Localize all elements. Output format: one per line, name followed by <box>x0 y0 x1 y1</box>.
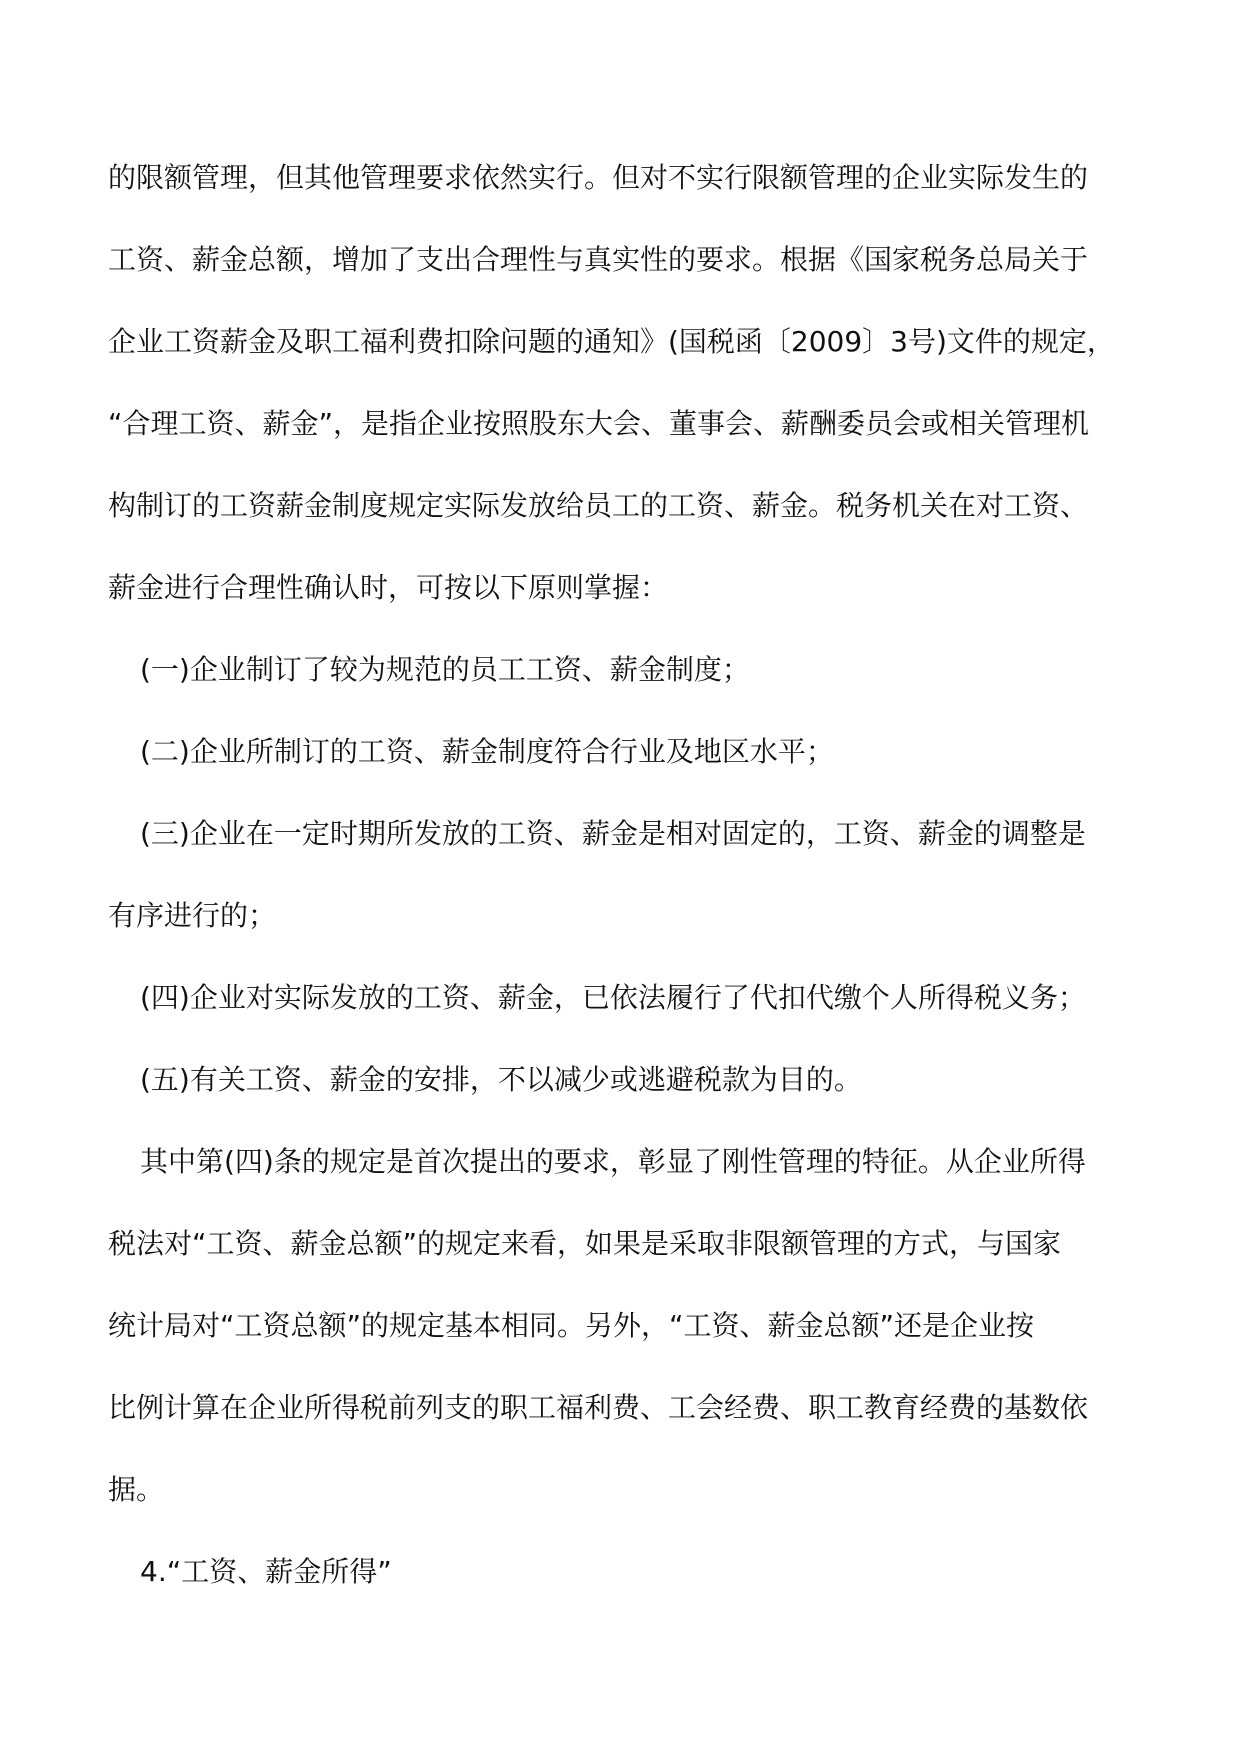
list-item-3-continued: 有序进行的； <box>108 899 277 932</box>
text-line: “合理工资、薪金”，是指企业按照股东大会、董事会、薪酬委员会或相关管理机 <box>108 407 1090 440</box>
list-item-1: (一)企业制订了较为规范的员工工资、薪金制度； <box>140 653 750 686</box>
text-line: 的限额管理，但其他管理要求依然实行。但对不实行限额管理的企业实际发生的 <box>108 161 1089 194</box>
section-heading: 4.“工资、薪金所得” <box>140 1555 392 1588</box>
text-line: 据。 <box>108 1473 165 1506</box>
text-line: 统计局对“工资总额”的规定基本相同。另外，“工资、薪金总额”还是企业按 <box>108 1309 1035 1342</box>
text-line: 工资、薪金总额，增加了支出合理性与真实性的要求。根据《国家税务总局关于 <box>108 243 1089 276</box>
paragraph-start: 其中第(四)条的规定是首次提出的要求，彰显了刚性管理的特征。从企业所得 <box>140 1145 1086 1178</box>
text-line: 企业工资薪金及职工福利费扣除问题的通知》(国税函〔2009〕3号)文件的规定， <box>108 325 1115 358</box>
text-line: 比例计算在企业所得税前列支的职工福利费、工会经费、职工教育经费的基数依 <box>108 1391 1089 1424</box>
text-line: 构制订的工资薪金制度规定实际发放给员工的工资、薪金。税务机关在对工资、 <box>108 489 1089 522</box>
text-line: 税法对“工资、薪金总额”的规定来看，如果是采取非限额管理的方式，与国家 <box>108 1227 1062 1260</box>
list-item-3: (三)企业在一定时期所发放的工资、薪金是相对固定的，工资、薪金的调整是 <box>140 817 1086 850</box>
list-item-4: (四)企业对实际发放的工资、薪金，已依法履行了代扣代缴个人所得税义务； <box>140 981 1086 1014</box>
list-item-2: (二)企业所制订的工资、薪金制度符合行业及地区水平； <box>140 735 834 768</box>
list-item-5: (五)有关工资、薪金的安排，不以减少或逃避税款为目的。 <box>140 1063 862 1096</box>
text-line: 薪金进行合理性确认时，可按以下原则掌握： <box>108 571 669 604</box>
document-body <box>108 158 1140 1634</box>
